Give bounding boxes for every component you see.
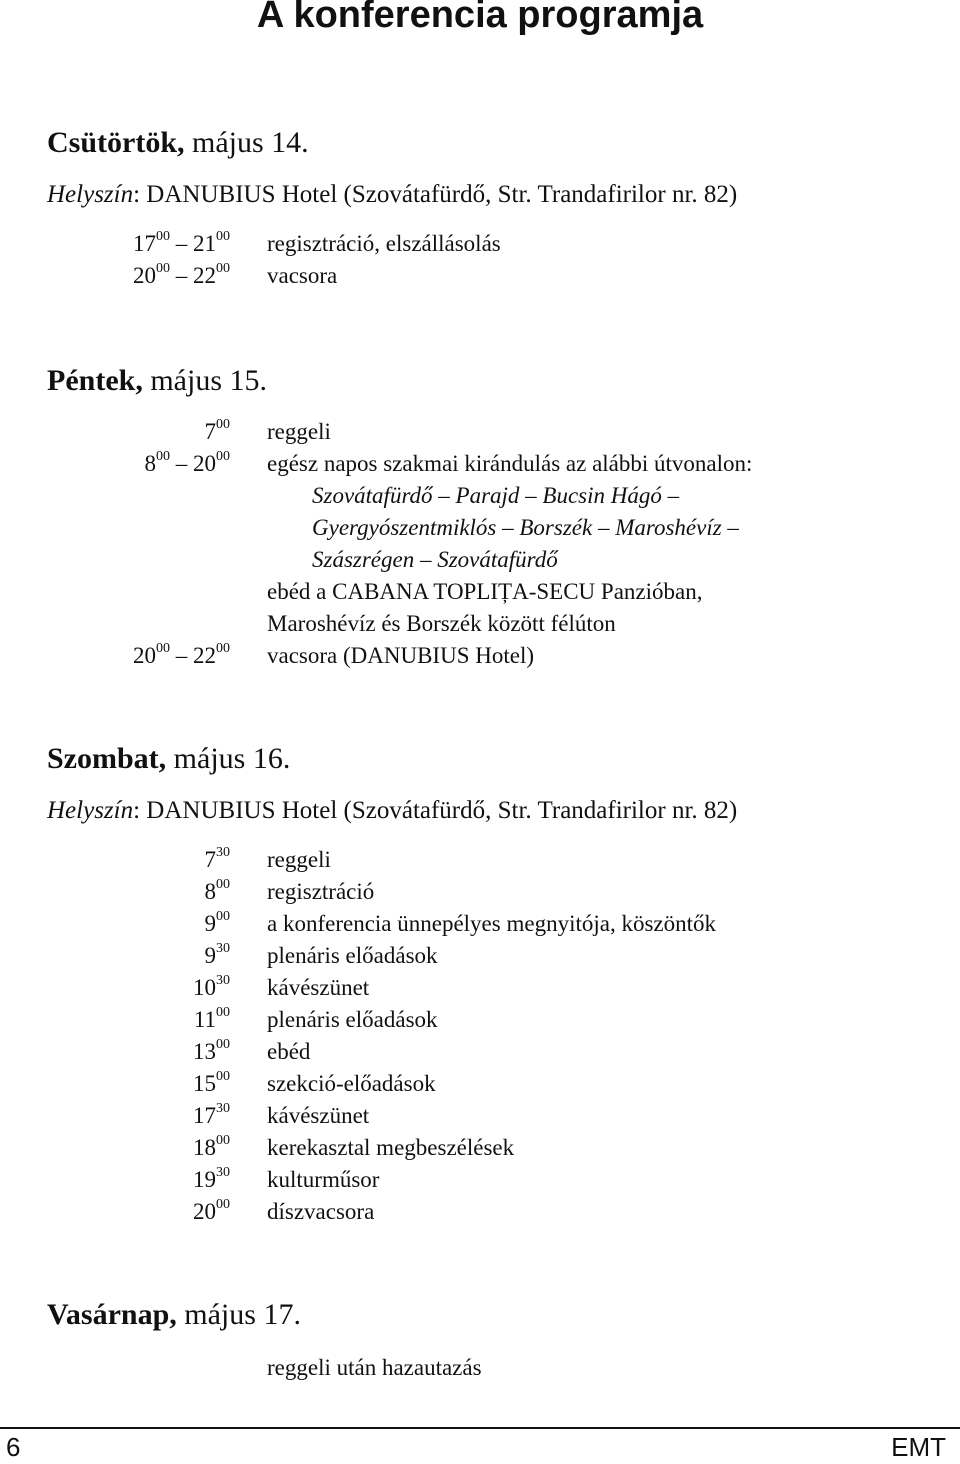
day-heading-thursday [47, 126, 309, 160]
day-date: május 14. [184, 126, 309, 159]
activity-text: kávészünet [267, 1103, 370, 1128]
time: $7^{00}$ [204, 417, 230, 444]
time-range: $20^{00} - 22^{00}$ [133, 641, 230, 668]
route-line: Szovátafürdő – Parajd – Bucsin Hágó – [312, 483, 680, 508]
activity-text: kerekasztal megbeszélések [267, 1135, 515, 1160]
day-name: Szombat, [47, 742, 167, 775]
time: $13^{00}$ [193, 1037, 230, 1064]
activity-text: regisztráció, elszállásolás [267, 231, 501, 256]
time: $9^{30}$ [204, 941, 230, 968]
day-heading-saturday [47, 742, 290, 776]
time: $9^{00}$ [204, 909, 230, 936]
day-date: május 16. [166, 742, 291, 775]
activity-text: kávészünet [267, 975, 370, 1000]
day-name: Csütörtök, [47, 126, 185, 159]
venue-line [47, 797, 737, 825]
activity-text: egész napos szakmai kirándulás az alábbi útvonalon: [267, 451, 753, 476]
activity-text: kulturműsor [267, 1167, 380, 1192]
activity-text: vacsora (DANUBIUS Hotel) [267, 643, 534, 668]
venue-value: : DANUBIUS Hotel (Szovátafürdő, Str. Trandafirilor nr. 82) [133, 181, 738, 208]
day-name: Péntek, [47, 364, 143, 397]
activity-text: ebéd [267, 1039, 311, 1064]
day-heading-friday [47, 364, 267, 398]
time: $18^{00}$ [193, 1133, 230, 1160]
lunch-line: ebéd a CABANA TOPLIȚA-SECU Panzióban, [267, 579, 703, 604]
activity-text: reggeli [267, 419, 331, 444]
activity-text: plenáris előadások [267, 943, 438, 968]
time: $11^{00}$ [193, 1005, 230, 1032]
venue-line [47, 181, 737, 209]
activity-text: plenáris előadások [267, 1007, 438, 1032]
time: $19^{30}$ [193, 1165, 230, 1192]
time: $17^{30}$ [193, 1101, 230, 1128]
time: $8^{00}$ [204, 877, 230, 904]
day-date: május 15. [142, 364, 267, 397]
route-line: Gyergyószentmiklós – Borszék – Maroshévíz – [312, 515, 739, 540]
activity-text: regisztráció [267, 879, 375, 904]
page-title: A konferencia programja [256, 0, 704, 36]
time: $10^{30}$ [193, 973, 230, 1000]
time-range: $20^{00} - 22^{00}$ [133, 261, 230, 288]
time-range: $17^{00} - 21^{00}$ [133, 229, 230, 256]
time: $7^{30}$ [204, 845, 230, 872]
venue-value: : DANUBIUS Hotel (Szovátafürdő, Str. Trandafirilor nr. 82) [133, 797, 738, 824]
time: $20^{00}$ [193, 1197, 230, 1224]
publisher-mark: EMT [891, 1432, 946, 1462]
activity-text: szekció-előadások [267, 1071, 436, 1096]
activity-text: reggeli [267, 847, 331, 872]
venue-label: Helyszín [47, 797, 134, 824]
time-range: $8^{00} - 20^{00}$ [144, 449, 230, 476]
activity-text: a konferencia ünnepélyes megnyitója, köszöntők [267, 911, 716, 936]
footer-divider [0, 1427, 960, 1429]
route-line: Szászrégen – Szovátafürdő [312, 547, 558, 572]
activity-text: vacsora [267, 263, 338, 288]
day-name: Vasárnap, [47, 1298, 177, 1331]
page-number: 6 [6, 1432, 21, 1462]
day-heading-sunday [47, 1298, 301, 1332]
time: $15^{00}$ [193, 1069, 230, 1096]
activity-text: díszvacsora [267, 1199, 375, 1224]
lunch-line: Maroshévíz és Borszék között félúton [267, 611, 616, 636]
activity-text: reggeli után hazautazás [267, 1355, 482, 1380]
day-date: május 17. [176, 1298, 301, 1331]
venue-label: Helyszín [47, 181, 134, 208]
